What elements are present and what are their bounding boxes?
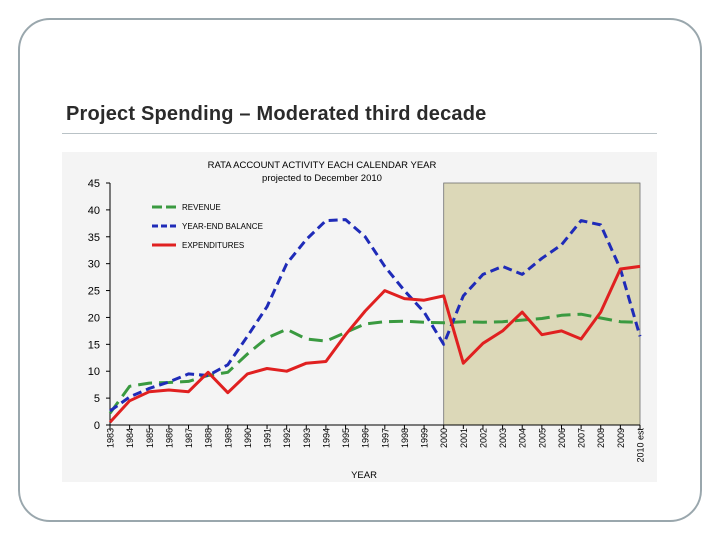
shaded-region-layer: [444, 183, 640, 425]
y-tick-label: 25: [87, 285, 100, 298]
x-tick-label: 1987: [184, 428, 195, 449]
y-tick-label: 0: [93, 420, 100, 432]
x-tick-label: 1993: [301, 428, 312, 449]
x-tick-label: 2001: [458, 428, 469, 449]
slide-title: Project Spending – Moderated third decade: [66, 103, 487, 125]
y-tick-label: 10: [87, 366, 100, 379]
x-tick-label: 2003: [498, 428, 509, 449]
x-axis-label: YEAR: [351, 470, 377, 481]
x-tick-label: 1989: [223, 428, 234, 449]
x-tick-label: 2002: [478, 428, 489, 449]
y-tick-label: 30: [87, 258, 100, 271]
chart-subtitle: projected to December 2010: [262, 173, 382, 184]
x-tick-label: 1991: [262, 428, 273, 449]
x-tick-label: 1985: [144, 428, 155, 449]
x-tick-label: 1997: [380, 428, 391, 449]
x-tick-label: 1984: [125, 428, 136, 449]
legend-label-expenditures: EXPENDITURES: [182, 241, 245, 250]
legend-label-revenue: REVENUE: [182, 203, 221, 212]
y-tick-label: 40: [87, 204, 100, 217]
y-tick-label: 45: [87, 178, 100, 190]
x-tick-label: 1992: [282, 428, 293, 449]
x-tick-label: 2009: [615, 428, 626, 449]
y-tick-label: 15: [87, 339, 100, 352]
x-tick-label: 2010 est: [635, 428, 646, 463]
chart-title: RATA ACCOUNT ACTIVITY EACH CALENDAR YEAR: [207, 160, 437, 171]
x-tick-label: 2004: [517, 428, 528, 449]
x-tick-label: 1986: [164, 428, 175, 449]
x-tick-label: 2007: [576, 428, 587, 449]
y-tick-label: 35: [87, 231, 100, 244]
x-tick-label: 1996: [360, 428, 371, 449]
x-tick-label: 1999: [419, 428, 430, 449]
x-tick-label: 2005: [537, 428, 548, 449]
x-tick-label: 1994: [321, 428, 332, 449]
x-tick-label: 1995: [341, 428, 352, 449]
x-tick-label: 2000: [439, 428, 450, 449]
x-tick-label: 1998: [399, 428, 410, 449]
x-tick-label: 2008: [596, 428, 607, 449]
y-tick-label: 5: [93, 393, 100, 406]
y-tick-label: 20: [87, 312, 100, 325]
x-tick-label: 1988: [203, 428, 214, 449]
shaded-region: [444, 183, 640, 425]
x-tick-label: 1983: [105, 428, 116, 449]
x-tick-label: 2006: [556, 428, 567, 449]
x-tick-label: 1990: [242, 428, 253, 449]
legend-label-year-end-balance: YEAR-END BALANCE: [182, 222, 263, 231]
